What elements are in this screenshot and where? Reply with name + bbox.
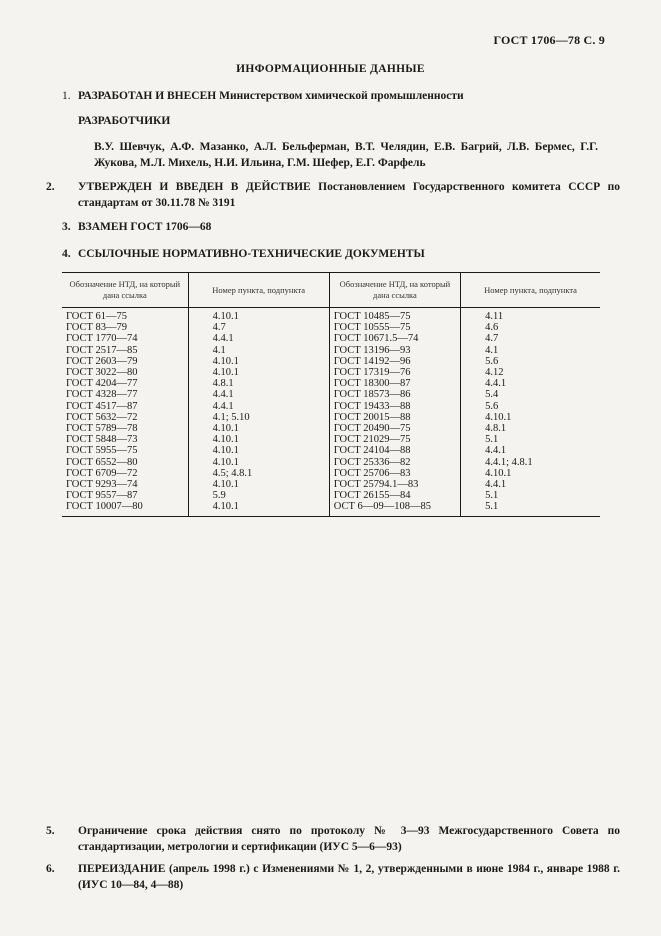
table-cell-clause: 4.4.1; 4.8.1 [485, 456, 533, 468]
table-cell-clause: 4.8.1 [485, 423, 507, 435]
table-cell-clause: 5.1 [485, 434, 499, 446]
item-replaces [62, 219, 604, 235]
table-cell-clause: 4.4.1 [188, 333, 329, 344]
table-cell-document: ГОСТ 19433—88 [329, 401, 460, 412]
table-cell-clause: 4.10.1 [188, 445, 329, 456]
table-cell-clause: 4.10.1 [485, 467, 512, 479]
page-title: ИНФОРМАЦИОННЫЕ ДАННЫЕ [236, 63, 425, 75]
item-reissue [46, 861, 620, 893]
item-text: ССЫЛОЧНЫЕ НОРМАТИВНО-ТЕХНИЧЕСКИЕ ДОКУМЕНТЫ [78, 248, 425, 260]
item-text: (апрель 1998 г.) с Изменениями № 1, 2, утвержденными в июне 1984 г., январе 1988 г. (ИУС 10—84, 4—88) [78, 863, 620, 891]
table-cell-document: ГОСТ 6709—72 [62, 468, 188, 479]
table-cell-clause: 4.10.1 [188, 501, 329, 516]
table-cell-clause: 5.1 [485, 490, 499, 502]
table-row [62, 501, 600, 516]
table-cell-document: ГОСТ 6552—80 [62, 457, 188, 468]
table-cell-clause: 4.1 [485, 344, 499, 356]
table-cell-document: ГОСТ 3022—80 [62, 367, 188, 378]
table-cell-document: ГОСТ 20490—75 [329, 423, 460, 434]
table-cell-document: ГОСТ 61—75 [62, 308, 188, 323]
table-row [62, 389, 600, 400]
table-cell-clause: 4.7 [188, 322, 329, 333]
table-cell-clause: 4.4.1 [485, 479, 507, 491]
table-cell-clause: 4.10.1 [188, 423, 329, 434]
table-cell-document: ГОСТ 13196—93 [329, 345, 460, 356]
table-cell-clause: 4.5; 4.8.1 [188, 468, 329, 479]
item-number: 4. [62, 248, 71, 260]
table-row [62, 308, 600, 323]
item-approved [46, 179, 620, 211]
table-cell-document: ГОСТ 26155—84 [329, 490, 460, 501]
table-header-row [62, 273, 600, 308]
table-cell-clause: 4.6 [485, 322, 499, 334]
item-text: Министерством химической промышленности [219, 90, 464, 102]
references-table [62, 272, 600, 517]
table-header-cell: Номер пункта, подпункта [461, 273, 600, 308]
table-row [62, 479, 600, 490]
table-cell-clause: 4.10.1 [188, 479, 329, 490]
table-header-cell: Обозначение НТД, на который дана ссылка [62, 273, 188, 308]
table-cell-clause: 4.4.1 [188, 401, 329, 412]
table-cell-document: ГОСТ 20015—88 [329, 412, 460, 423]
table-cell-document: ГОСТ 10485—75 [329, 308, 460, 323]
table-row [62, 468, 600, 479]
item-text: Постановлением Государственного комитета СССР по стандартам от 30.11.78 № 3191 [78, 181, 620, 209]
table-cell-clause: 4.10.1 [188, 308, 329, 323]
developers-names: В.У. Шевчук, А.Ф. Мазанко, А.Л. Бельферман, В.Т. Челядин, Е.В. Багрий, Л.В. Бермес, Г.Г. Жукова, М.Л. Михель, Н.И. Ильина, Г.М. Шефер, Е.Г. Фарфель [94, 141, 598, 169]
table-cell-clause: 4.10.1 [188, 457, 329, 468]
table-row [62, 401, 600, 412]
table-cell-clause: 4.10.1 [188, 367, 329, 378]
item-label: ПЕРЕИЗДАНИЕ [78, 863, 166, 875]
item-number: 5. [46, 825, 55, 837]
table-cell-clause: 5.9 [188, 490, 329, 501]
table-cell-document: ГОСТ 1770—74 [62, 333, 188, 344]
table-cell-document: ГОСТ 17319—76 [329, 367, 460, 378]
table-cell-document: ГОСТ 25794.1—83 [329, 479, 460, 490]
table-row [62, 333, 600, 344]
table-cell-clause: 5.1 [485, 501, 499, 513]
table-row [62, 367, 600, 378]
item-references [62, 246, 604, 262]
table-cell-clause: 4.1 [188, 345, 329, 356]
table-cell-clause: 5.6 [485, 355, 499, 367]
table-header-cell: Обозначение НТД, на который дана ссылка [329, 273, 460, 308]
table-cell-clause: 4.4.1 [485, 378, 507, 390]
table-cell-document: ГОСТ 83—79 [62, 322, 188, 333]
page-header: ГОСТ 1706—78 С. 9 [493, 33, 605, 47]
table-cell-document: ГОСТ 5789—78 [62, 423, 188, 434]
table-cell-document: ГОСТ 25336—82 [329, 457, 460, 468]
item-expiration [46, 823, 620, 855]
item-text: ВЗАМЕН ГОСТ 1706—68 [78, 221, 212, 233]
table-cell-clause: 4.10.1 [188, 434, 329, 445]
table-cell-clause: 4.1; 5.10 [188, 412, 329, 423]
developers-label: РАЗРАБОТЧИКИ [78, 115, 171, 127]
table-cell-document: ОСТ 6—09—108—85 [329, 501, 460, 516]
table-cell-document: ГОСТ 9293—74 [62, 479, 188, 490]
table-cell-clause: 4.4.1 [188, 389, 329, 400]
item-developed-by [62, 88, 604, 104]
table-row [62, 423, 600, 434]
table-cell-document: ГОСТ 10671.5—74 [329, 333, 460, 344]
table-row [62, 445, 600, 456]
table-cell-document: ГОСТ 14192—96 [329, 356, 460, 367]
table-cell-clause: 4.4.1 [485, 445, 507, 457]
table-cell-document: ГОСТ 10007—80 [62, 501, 188, 516]
table-cell-document: ГОСТ 18300—87 [329, 378, 460, 389]
table-cell-document: ГОСТ 9557—87 [62, 490, 188, 501]
table-row [62, 378, 600, 389]
table-cell-document: ГОСТ 4204—77 [62, 378, 188, 389]
table-header-cell: Номер пункта, подпункта [188, 273, 329, 308]
item-number: 6. [46, 863, 55, 875]
table-cell-document: ГОСТ 21029—75 [329, 434, 460, 445]
item-number: 2. [46, 181, 55, 193]
table-cell-clause: 5.4 [485, 389, 499, 401]
table-body [62, 308, 600, 517]
table-row [62, 322, 600, 333]
item-label: РАЗРАБОТАН И ВНЕСЕН [78, 90, 217, 102]
table-row [62, 356, 600, 367]
table-cell-document: ГОСТ 10555—75 [329, 322, 460, 333]
table-cell-document: ГОСТ 2603—79 [62, 356, 188, 367]
table-row [62, 490, 600, 501]
item-number: 1. [62, 90, 71, 102]
table-row [62, 412, 600, 423]
table-cell-document: ГОСТ 5632—72 [62, 412, 188, 423]
item-text: Ограничение срока действия снято по протоколу № 3—93 Межгосударственного Совета по стандартизации, метрологии и сертификации (ИУС 5—6—93) [78, 825, 620, 853]
table-cell-document: ГОСТ 4517—87 [62, 401, 188, 412]
item-number: 3. [62, 221, 71, 233]
table-cell-clause: 4.10.1 [188, 356, 329, 367]
table-cell-document: ГОСТ 25706—83 [329, 468, 460, 479]
item-label: УТВЕРЖДЕН И ВВЕДЕН В ДЕЙСТВИЕ [78, 181, 311, 193]
table-cell-document: ГОСТ 2517—85 [62, 345, 188, 356]
table-cell-clause: 4.12 [485, 367, 504, 379]
table-cell-document: ГОСТ 24104—88 [329, 445, 460, 456]
table-cell-document: ГОСТ 5955—75 [62, 445, 188, 456]
table-cell-document: ГОСТ 4328—77 [62, 389, 188, 400]
table-cell-clause: 4.8.1 [188, 378, 329, 389]
table-cell-clause: 4.7 [485, 333, 499, 345]
table-cell-clause: 5.6 [485, 400, 499, 412]
table-row [62, 457, 600, 468]
table-cell-clause: 4.10.1 [485, 411, 512, 423]
table-cell-clause: 4.11 [485, 311, 504, 322]
table-cell-document: ГОСТ 18573—86 [329, 389, 460, 400]
table-cell-document: ГОСТ 5848—73 [62, 434, 188, 445]
table-row [62, 434, 600, 445]
table-row [62, 345, 600, 356]
